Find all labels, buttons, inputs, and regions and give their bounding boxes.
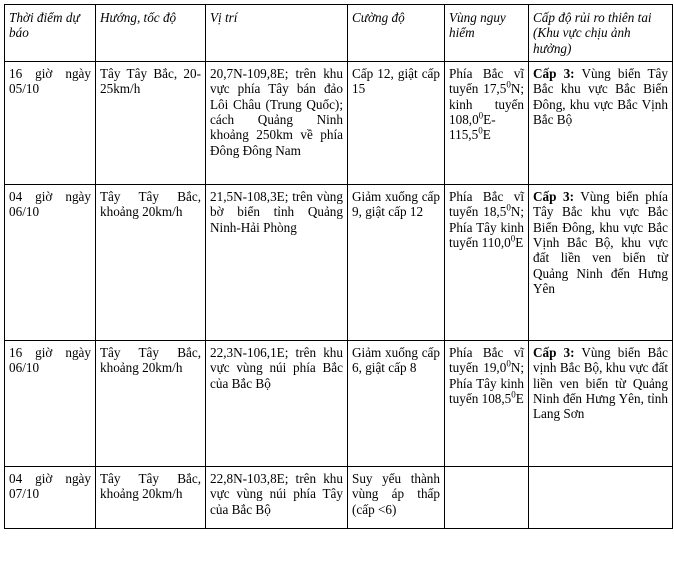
cell-risk-level — [529, 184, 673, 340]
table-header — [5, 5, 673, 62]
storm-forecast-table — [4, 4, 673, 529]
cell-time: 16 giờ ngày 06/10 — [5, 340, 96, 466]
degree-symbol: 0 — [511, 389, 516, 400]
cell-position: 21,5N-108,3E; trên vùng bờ biển tỉnh Quảng Ninh-Hải Phòng — [206, 184, 348, 340]
risk-level-text: Vùng biển Bắc vịnh Bắc Bộ, khu vực đất liền ven biển từ Quảng Ninh đến Hưng Yên, tỉnh Lang Sơn — [533, 344, 669, 422]
column-header-position: Vị trí — [206, 5, 348, 62]
table-header-row — [5, 5, 673, 62]
cell-danger-zone — [445, 340, 529, 466]
column-header-risk-level: Cấp độ rủi ro thiên tai (Khu vực chịu ảnh hưởng) — [529, 5, 673, 62]
danger-zone-part1: Phía Bắc vĩ tuyến 18,5 — [449, 188, 524, 220]
cell-intensity: Giảm xuống cấp 9, giật cấp 12 — [348, 184, 445, 340]
degree-symbol: 0 — [510, 233, 516, 244]
column-header-direction: Hướng, tốc độ — [96, 5, 206, 62]
risk-level-text: Vùng biển Tây Bắc khu vực Bắc Biển Đông, khu vực Bắc Vịnh Bắc Bộ — [533, 65, 668, 127]
cell-risk-level — [529, 466, 673, 528]
column-header-intensity: Cường độ — [348, 5, 445, 62]
cell-danger-zone — [445, 466, 529, 528]
danger-zone-part3: E — [515, 390, 524, 406]
cell-direction: Tây Tây Bắc, khoảng 20km/h — [96, 340, 206, 466]
risk-level-text: Vùng biển phía Tây Bắc khu vực Bắc Biển Đông, khu vực Bắc Vịnh Bắc Bộ, khu vực đất liền ven biển từ Quảng Ninh đến Hưng Yên — [533, 188, 669, 296]
column-header-time: Thời điểm dự báo — [5, 5, 96, 62]
cell-danger-zone — [445, 184, 529, 340]
danger-zone-part2: N; kinh tuyến 108,0 — [449, 81, 524, 127]
danger-zone-part3: E-115,5 — [449, 111, 496, 143]
column-header-danger-zone: Vùng nguy hiểm — [445, 5, 529, 62]
table-row — [5, 184, 673, 340]
degree-symbol: 0 — [506, 79, 511, 90]
table-row — [5, 340, 673, 466]
cell-position: 20,7N-109,8E; trên khu vực phía Tây bán đảo Lôi Châu (Trung Quốc); cách Quảng Ninh khoảng 250km về phía Đông Đông Nam — [206, 61, 348, 184]
degree-symbol: 0 — [506, 358, 511, 369]
danger-zone-part1: Phía Bắc vĩ tuyến 19,0 — [449, 344, 524, 376]
degree-symbol: 0 — [478, 125, 483, 136]
cell-position: 22,3N-106,1E; trên khu vực vùng núi phía Bắc của Bắc Bộ — [206, 340, 348, 466]
risk-level-badge: Cấp 3: — [533, 65, 575, 81]
danger-zone-part4: E — [482, 127, 491, 143]
cell-risk-level — [529, 61, 673, 184]
cell-risk-level — [529, 340, 673, 466]
danger-zone-part2: N; Phía Tây kinh tuyến 108,5 — [449, 360, 524, 406]
cell-time: 16 giờ ngày 05/10 — [5, 61, 96, 184]
risk-level-badge: Cấp 3: — [533, 188, 574, 204]
table-body — [5, 61, 673, 528]
danger-zone-part2: N; Phía Tây kinh tuyến 110,0 — [449, 204, 524, 250]
cell-direction: Tây Tây Bắc, khoảng 20km/h — [96, 466, 206, 528]
cell-intensity: Suy yếu thành vùng áp thấp (cấp <6) — [348, 466, 445, 528]
danger-zone-part3: E — [515, 234, 524, 250]
cell-intensity: Cấp 12, giật cấp 15 — [348, 61, 445, 184]
cell-intensity: Giảm xuống cấp 6, giật cấp 8 — [348, 340, 445, 466]
danger-zone-part1: Phía Bắc vĩ tuyến 17,5 — [449, 65, 524, 97]
cell-position: 22,8N-103,8E; trên khu vực vùng núi phía Tây của Bắc Bộ — [206, 466, 348, 528]
degree-symbol: 0 — [478, 110, 484, 121]
cell-direction: Tây Tây Bắc, khoảng 20km/h — [96, 184, 206, 340]
table-row — [5, 61, 673, 184]
cell-time: 04 giờ ngày 06/10 — [5, 184, 96, 340]
risk-level-badge: Cấp 3: — [533, 344, 575, 360]
table-row — [5, 466, 673, 528]
cell-direction: Tây Tây Bắc, 20-25km/h — [96, 61, 206, 184]
cell-danger-zone — [445, 61, 529, 184]
cell-time: 04 giờ ngày 07/10 — [5, 466, 96, 528]
degree-symbol: 0 — [506, 202, 511, 213]
